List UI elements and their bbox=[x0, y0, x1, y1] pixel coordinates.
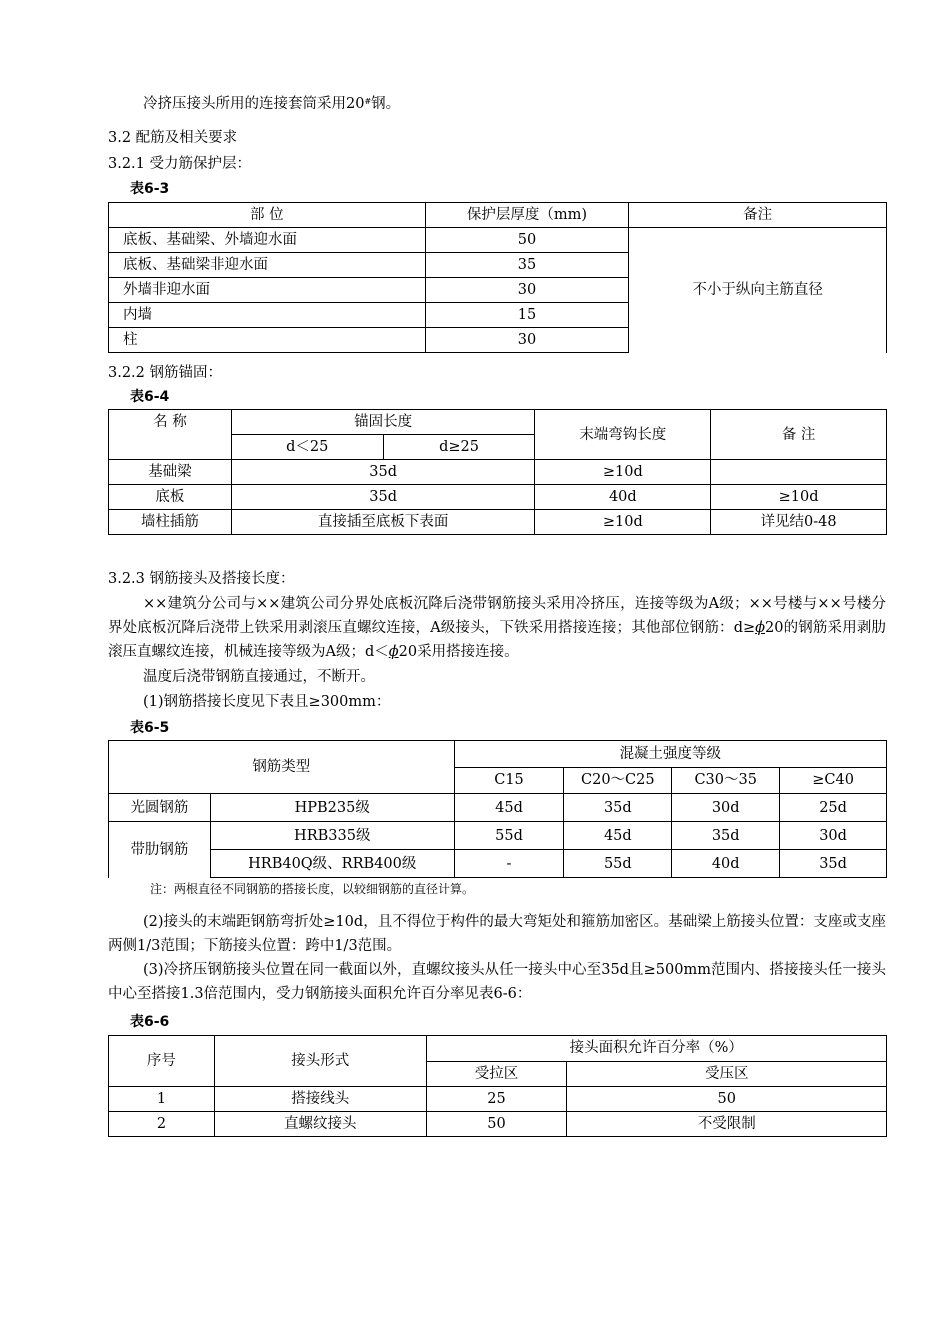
header-hook-length: 末端弯钩长度 bbox=[535, 410, 711, 460]
table-6-6 bbox=[108, 1035, 887, 1137]
splice-paragraph: ××建筑分公司与××建筑公司分界处底板沉降后浇带钢筋接头采用冷挤压，连接等级为A级；××号楼与××号楼分界处底板沉降后浇带上铁采用剥滚压直螺纹连接，A级接头，下铁采用搭接连接；其他部位钢筋：d≥ϕ20的钢筋采用剥肋滚压直螺纹连接，机械连接等级为A级；d＜ϕ20采用搭接连接。 bbox=[108, 596, 886, 660]
cell-type: HRB335级 bbox=[210, 822, 454, 850]
cell-thickness: 30 bbox=[425, 278, 629, 303]
table-6-6-caption: 表6-6 bbox=[130, 1014, 170, 1030]
cell-hook: 40d bbox=[535, 485, 711, 510]
header-d-ge-25: d≥25 bbox=[383, 435, 535, 460]
section-3-2-3-heading: 3.2.3 钢筋接头及搭接长度： bbox=[108, 571, 295, 587]
cell-value: 55d bbox=[454, 822, 564, 850]
cell-remark: ≥10d bbox=[711, 485, 887, 510]
cell-part: 外墙非迎水面 bbox=[109, 278, 426, 303]
cell-joint-form: 搭接线头 bbox=[214, 1087, 426, 1112]
cell-no: 2 bbox=[109, 1112, 215, 1137]
cell-type: HRB40Q级、RRB400级 bbox=[210, 850, 454, 878]
table-row bbox=[109, 850, 887, 878]
table-row bbox=[109, 794, 887, 822]
header-no: 序号 bbox=[109, 1036, 215, 1087]
header-d-lt-25: d＜25 bbox=[231, 435, 383, 460]
table-row bbox=[109, 510, 887, 535]
lap-length-paragraph: (1)钢筋搭接长度见下表且≥300mm： bbox=[143, 694, 391, 710]
table-header-row bbox=[109, 203, 887, 228]
cell-anchor: 35d bbox=[231, 460, 535, 485]
cell-value: 30d bbox=[780, 822, 887, 850]
header-grade-c20-c25: C20～C25 bbox=[564, 767, 672, 794]
cell-value: 45d bbox=[564, 822, 672, 850]
cell-thickness: 50 bbox=[425, 228, 629, 253]
header-grade-c40: ≥C40 bbox=[780, 767, 887, 794]
cell-value: 45d bbox=[454, 794, 564, 822]
header-joint-form: 接头形式 bbox=[214, 1036, 426, 1087]
cell-part: 底板、基础梁、外墙迎水面 bbox=[109, 228, 426, 253]
cell-thickness: 15 bbox=[425, 303, 629, 328]
cell-no: 1 bbox=[109, 1087, 215, 1112]
cell-anchor: 直接插至底板下表面 bbox=[231, 510, 535, 535]
table-6-3 bbox=[108, 202, 887, 353]
cell-compression: 不受限制 bbox=[567, 1112, 887, 1137]
cell-value: 35d bbox=[564, 794, 672, 822]
cell-remark: 不小于纵向主筋直径 bbox=[629, 228, 887, 353]
section-3-2-heading: 3.2 配筋及相关要求 bbox=[108, 130, 238, 146]
table-6-4-caption: 表6-4 bbox=[130, 389, 170, 405]
joint-area-paragraph: (3)冷挤压钢筋接头位置在同一截面以外，直螺纹接头从任一接头中心至35d且≥500mm范围内、搭接接头任一接头中心至搭接1.3倍范围内，受力钢筋接头面积允许百分率见表6-6： bbox=[108, 962, 886, 1002]
cell-value: 30d bbox=[672, 794, 780, 822]
cell-name: 底板 bbox=[109, 485, 232, 510]
section-3-2-2-heading: 3.2.2 钢筋锚固： bbox=[108, 365, 223, 381]
table-row bbox=[109, 228, 887, 253]
cell-thickness: 30 bbox=[425, 328, 629, 353]
cell-anchor: 35d bbox=[231, 485, 535, 510]
cell-value: 40d bbox=[672, 850, 780, 878]
table-header-row bbox=[109, 741, 887, 768]
cell-part: 内墙 bbox=[109, 303, 426, 328]
cell-compression: 50 bbox=[567, 1087, 887, 1112]
temperature-band-paragraph: 温度后浇带钢筋直接通过，不断开。 bbox=[143, 669, 375, 685]
table-header-row bbox=[109, 1036, 887, 1062]
header-area-rate: 接头面积允许百分率（%） bbox=[426, 1036, 886, 1062]
cell-tension: 25 bbox=[426, 1087, 567, 1112]
cell-remark bbox=[711, 460, 887, 485]
cell-value: - bbox=[454, 850, 564, 878]
header-grade-c30-35: C30～35 bbox=[672, 767, 780, 794]
table-row bbox=[109, 822, 887, 850]
table-row bbox=[109, 1087, 887, 1112]
table-row bbox=[109, 485, 887, 510]
table-6-5 bbox=[108, 740, 887, 878]
table-header-row bbox=[109, 410, 887, 435]
header-anchor-length: 锚固长度 bbox=[231, 410, 535, 435]
table-6-3-caption: 表6-3 bbox=[130, 181, 170, 197]
cell-group-plain: 光圆钢筋 bbox=[109, 794, 211, 822]
cell-name: 基础梁 bbox=[109, 460, 232, 485]
cell-value: 35d bbox=[672, 822, 780, 850]
cell-value: 25d bbox=[780, 794, 887, 822]
header-remark: 备注 bbox=[629, 203, 887, 228]
cell-thickness: 35 bbox=[425, 253, 629, 278]
cell-joint-form: 直螺纹接头 bbox=[214, 1112, 426, 1137]
cell-hook: ≥10d bbox=[535, 510, 711, 535]
cell-tension: 50 bbox=[426, 1112, 567, 1137]
header-part: 部 位 bbox=[109, 203, 426, 228]
cell-hook: ≥10d bbox=[535, 460, 711, 485]
header-name: 名 称 bbox=[109, 410, 232, 460]
table-6-5-caption: 表6-5 bbox=[130, 720, 170, 736]
table-row bbox=[109, 1112, 887, 1137]
cell-name: 墙柱插筋 bbox=[109, 510, 232, 535]
header-remark: 备 注 bbox=[711, 410, 887, 460]
cell-type: HPB235级 bbox=[210, 794, 454, 822]
cell-group-ribbed: 带肋钢筋 bbox=[109, 822, 211, 878]
header-rebar-type: 钢筋类型 bbox=[109, 741, 455, 794]
header-compression-zone: 受压区 bbox=[567, 1061, 887, 1087]
joint-position-paragraph: (2)接头的末端距钢筋弯折处≥10d，且不得位于构件的最大弯矩处和箍筋加密区。基础梁上筋接头位置：支座或支座两侧1/3范围；下筋接头位置：跨中1/3范围。 bbox=[108, 914, 886, 954]
cell-part: 底板、基础梁非迎水面 bbox=[109, 253, 426, 278]
sleeve-paragraph: 冷挤压接头所用的连接套筒采用20#钢。 bbox=[143, 96, 401, 112]
cell-part: 柱 bbox=[109, 328, 426, 353]
header-concrete-grade: 混凝土强度等级 bbox=[454, 741, 886, 768]
cell-value: 35d bbox=[780, 850, 887, 878]
table-6-4 bbox=[108, 409, 887, 535]
header-grade-c15: C15 bbox=[454, 767, 564, 794]
section-3-2-1-heading: 3.2.1 受力筋保护层： bbox=[108, 156, 252, 172]
header-thickness: 保护层厚度（mm) bbox=[425, 203, 629, 228]
table-6-5-note: 注：两根直径不同钢筋的搭接长度，以较细钢筋的直径计算。 bbox=[150, 882, 475, 896]
header-tension-zone: 受拉区 bbox=[426, 1061, 567, 1087]
table-row bbox=[109, 460, 887, 485]
cell-value: 55d bbox=[564, 850, 672, 878]
cell-remark: 详见结0-48 bbox=[711, 510, 887, 535]
